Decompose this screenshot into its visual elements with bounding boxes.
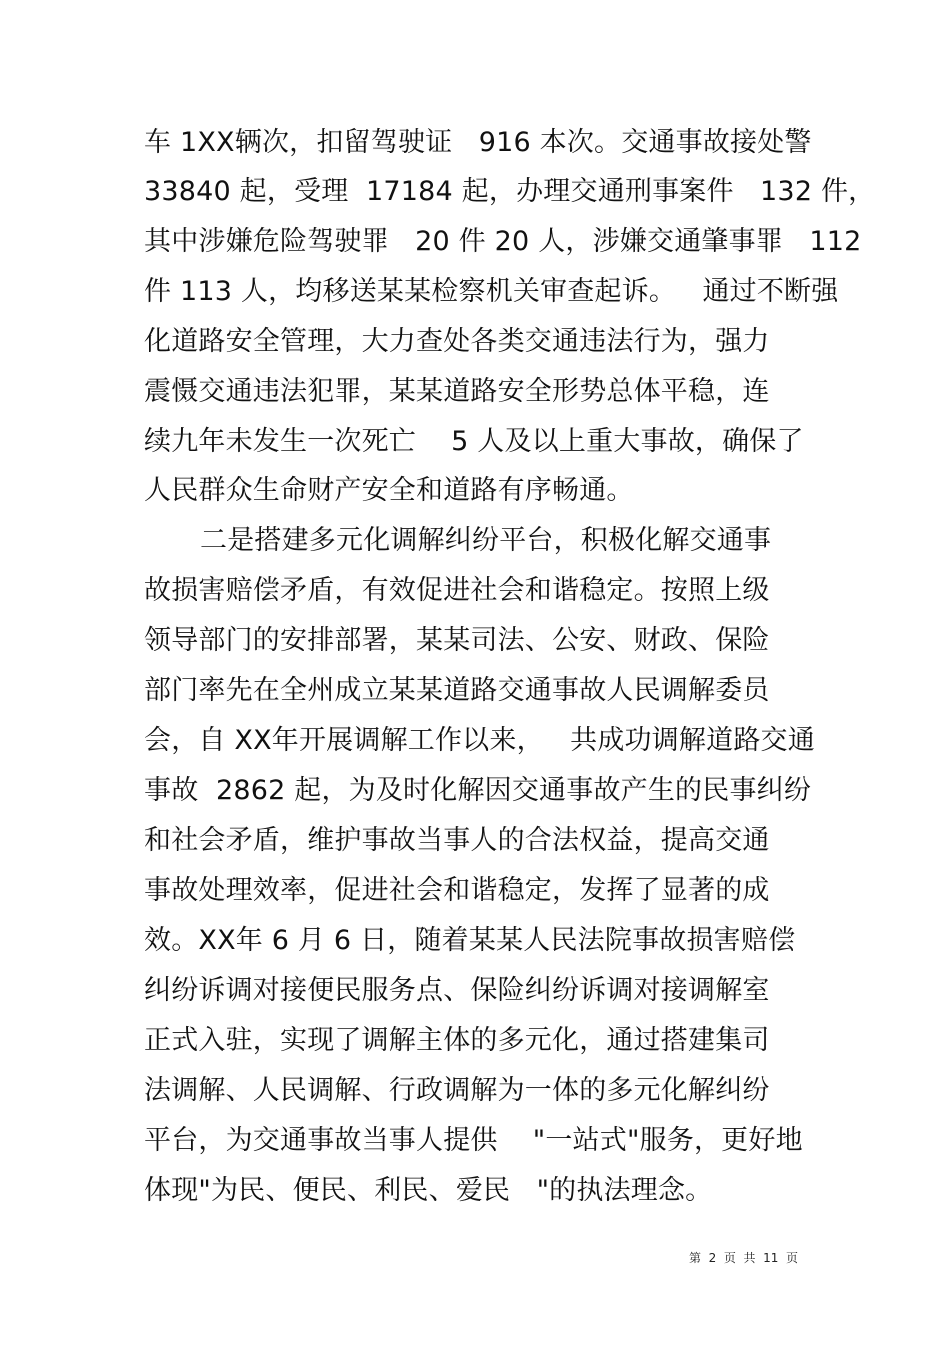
text-line: 体现"为民、便民、利民、爱民 "的执法理念。 [144, 1175, 713, 1206]
text-line: 正式入驻，实现了调解主体的多元化，通过搭建集司 [144, 1025, 770, 1056]
text-line: 车 1XX辆次，扣留驾驶证 916 本次。交通事故接处警 [144, 127, 812, 158]
text-line: 故损害赔偿矛盾，有效促进社会和谐稳定。按照上级 [144, 575, 770, 606]
text-line: 续九年未发生一次死亡 5 人及以上重大事故，确保了 [144, 426, 804, 457]
text-line: 会，自 XX年开展调解工作以来， 共成功调解道路交通 [144, 725, 815, 756]
text-line: 件 113 人，均移送某某检察机关审查起诉。 通过不断强 [144, 276, 839, 307]
text-line: 效。XX年 6 月 6 日，随着某某人民法院事故损害赔偿 [144, 925, 796, 956]
text-line: 化道路安全管理，大力查处各类交通违法行为，强力 [144, 326, 770, 357]
text-line: 和社会矛盾，维护事故当事人的合法权益，提高交通 [144, 825, 770, 856]
text-line-indented: 二是搭建多元化调解纠纷平台，积极化解交通事 [200, 525, 772, 556]
text-line: 领导部门的安排部署，某某司法、公安、财政、保险 [144, 625, 770, 656]
text-line: 人民群众生命财产安全和道路有序畅通。 [144, 475, 634, 506]
text-line: 震慑交通违法犯罪，某某道路安全形势总体平稳，连 [144, 376, 770, 407]
text-line: 事故处理效率，促进社会和谐稳定，发挥了显著的成 [144, 875, 770, 906]
text-line: 其中涉嫌危险驾驶罪 20 件 20 人，涉嫌交通肇事罪 112 [144, 226, 862, 257]
text-line: 法调解、人民调解、行政调解为一体的多元化解纠纷 [144, 1075, 770, 1106]
text-line: 33840 起，受理 17184 起，办理交通刑事案件 132 件， [144, 176, 876, 207]
text-line: 纠纷诉调对接便民服务点、保险纠纷诉调对接调解室 [144, 975, 770, 1006]
text-line: 平台，为交通事故当事人提供 "一站式"服务，更好地 [144, 1125, 803, 1156]
text-line: 事故 2862 起，为及时化解因交通事故产生的民事纠纷 [144, 775, 812, 806]
page-number-footer: 第 2 页 共 11 页 [689, 1251, 799, 1265]
text-line: 部门率先在全州成立某某道路交通事故人民调解委员 [144, 675, 770, 706]
